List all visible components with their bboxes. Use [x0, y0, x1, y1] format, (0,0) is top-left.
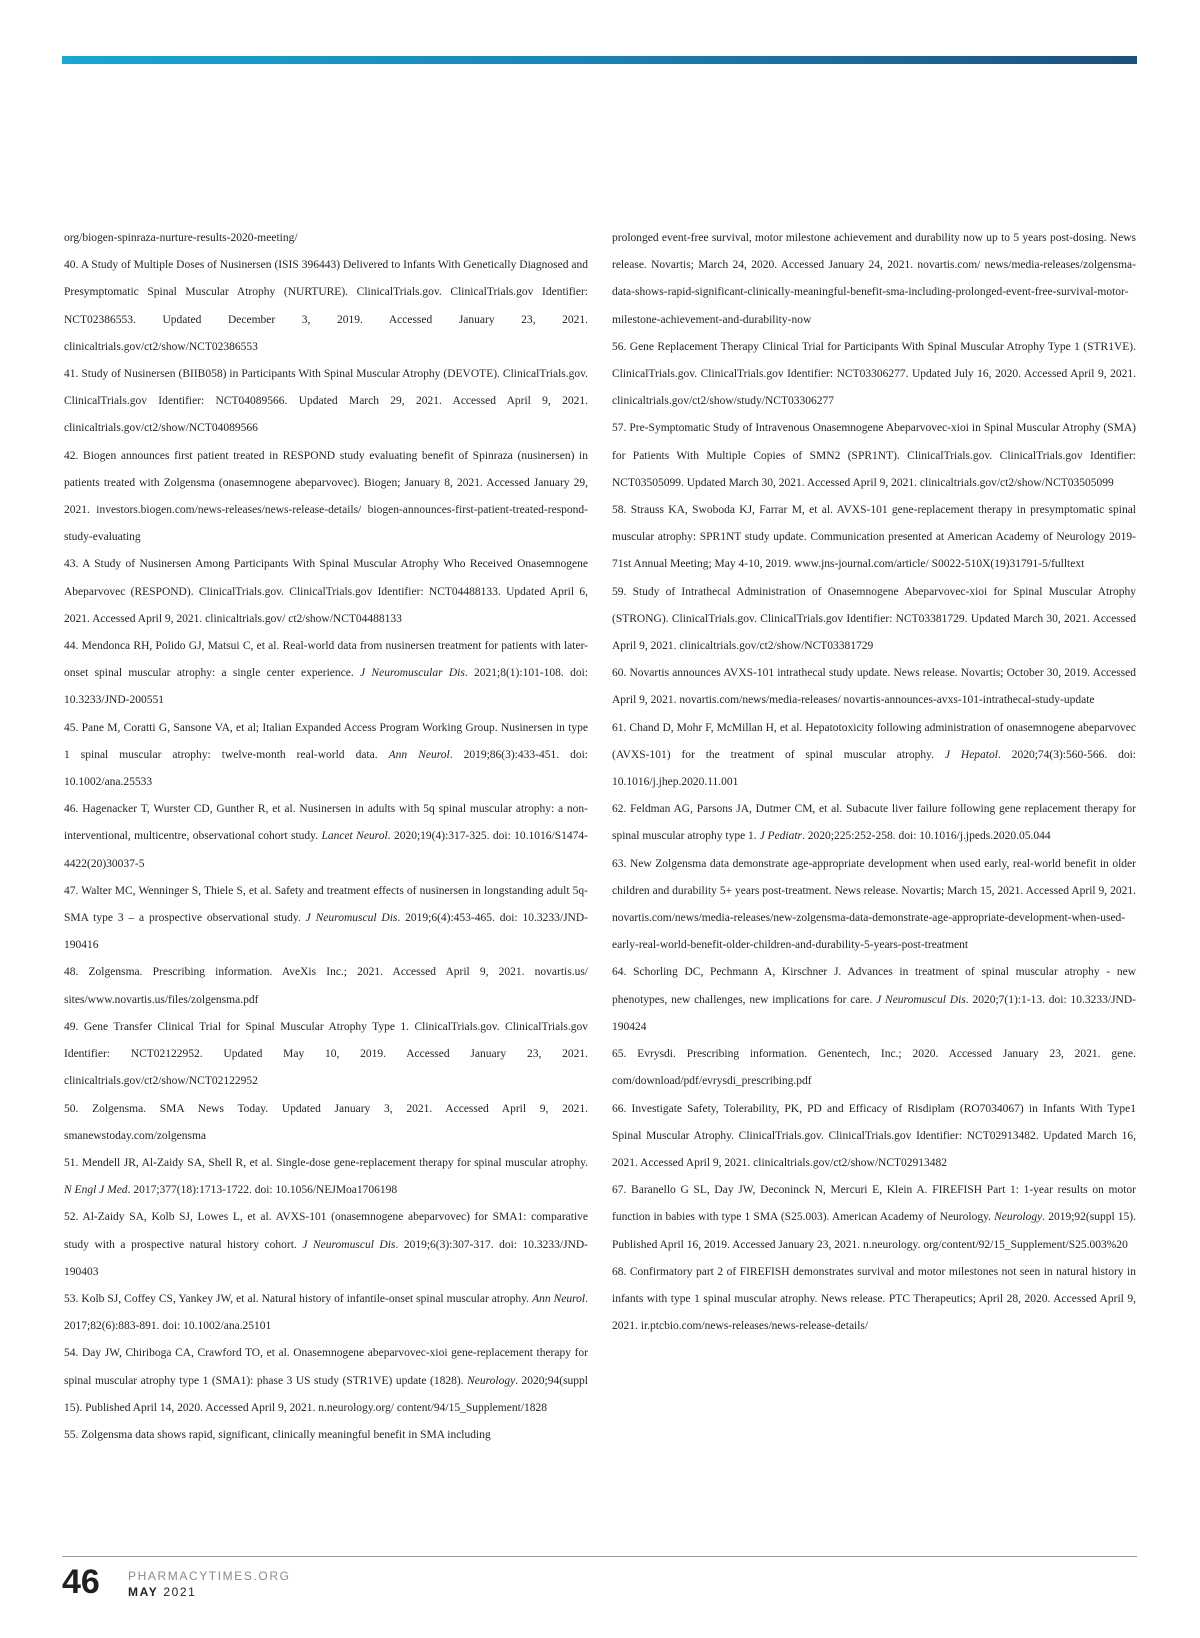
reference-citation: . 2020;74(3):560-566. doi: 10.1016/j.jhep.2020.11.001: [612, 748, 1136, 789]
reference-entry: org/biogen-spinraza-nurture-results-2020-meeting/: [64, 232, 298, 244]
reference-entry: 41. Study of Nusinersen (BIIB058) in Participants With Spinal Muscular Atrophy (DEVOTE). ClinicalTrials.gov. ClinicalTrials.gov Identifier: NCT04089566. Updated March 29, 2021. Accessed April 9, 2021. clinicaltrials.gov/ct2/show/NCT04089566: [64, 368, 588, 435]
reference-citation: . 2019;6(4):453-465. doi: 10.3233/JND-190416: [64, 912, 588, 952]
reference-entry: 68. Confirmatory part 2 of FIREFISH demonstrates survival and motor milestones not seen in natural history in infants with type 1 spinal muscular atrophy. News release. PTC Therapeutics; April 28, 2020. Accessed April 9, 2021. ir.ptcbio.com/news-releases/news-release-details/: [612, 1265, 1136, 1333]
reference-text: 53. Kolb SJ, Coffey CS, Yankey JW, et al. Natural history of infantile-onset spinal muscular atrophy.: [64, 1292, 533, 1305]
reference-entry: 58. Strauss KA, Swoboda KJ, Farrar M, et al. AVXS-101 gene-replacement therapy in presymptomatic spinal muscular atrophy: SPR1NT study update. Communication presented at American Academy of Neurology 2019-71st Annual Meeting; May 4-10, 2019. www.jns-journal.com/article/ S0022-510X(19)31791-5/fulltext: [612, 504, 1136, 571]
reference-entry: [612, 1177, 1136, 1259]
reference-entry: 43. A Study of Nusinersen Among Participants With Spinal Muscular Atrophy Who Received Onasemnogene Abeparvovec (RESPOND). ClinicalTrials.gov. ClinicalTrials.gov Identifier: NCT04488133. Updated April 6, 2021. Accessed April 9, 2021. clinicaltrials.gov/ ct2/show/NCT04488133: [64, 558, 588, 625]
reference-entry: 59. Study of Intrathecal Administration of Onasemnogene Abeparvovec-xioi for Spinal Muscular Atrophy (STRONG). ClinicalTrials.gov. ClinicalTrials.gov Identifier: NCT03381729. Updated March 30, 2021. Accessed April 9, 2021. clinicaltrials.gov/ct2/show/NCT03381729: [612, 585, 1136, 653]
journal-title: J Hepatol: [944, 748, 998, 761]
reference-text: 62. Feldman AG, Parsons JA, Dutmer CM, et al. Subacute liver failure following gene replacement therapy for spinal muscular atrophy type 1.: [612, 803, 1136, 843]
reference-text: 67. Baranello G SL, Day JW, Deconinck N, Mercuri E, Klein A. FIREFISH Part 1: 1-year results on motor function in babies with type 1 SMA (S25.003). American Academy of Neurology.: [612, 1184, 1136, 1224]
reference-entry: [64, 1204, 588, 1286]
journal-title: J Neuromuscul Dis: [305, 912, 398, 925]
reference-citation: . 2017;377(18):1713-1722. doi: 10.1056/NEJMoa1706198: [127, 1184, 398, 1197]
reference-entry: [612, 715, 1136, 797]
reference-citation: . 2019;86(3):433-451. doi: 10.1002/ana.25533: [64, 748, 588, 789]
journal-title: Neurology: [994, 1211, 1043, 1224]
reference-entry: [64, 878, 588, 960]
reference-entry: [612, 796, 1136, 850]
reference-text: 52. Al-Zaidy SA, Kolb SJ, Lowes L, et al. AVXS-101 (onasemnogene abeparvovec) for SMA1: comparative study with a prospective natural history cohort.: [64, 1211, 588, 1251]
reference-entry: 65. Evrysdi. Prescribing information. Genentech, Inc.; 2020. Accessed January 23, 2021. gene. com/download/pdf/evrysdi_prescribing.pdf: [612, 1048, 1136, 1088]
reference-entry: 56. Gene Replacement Therapy Clinical Trial for Participants With Spinal Muscular Atrophy Type 1 (STR1VE). ClinicalTrials.gov. ClinicalTrials.gov Identifier: NCT03306277. Updated July 16, 2020. Accessed April 9, 2021. clinicaltrials.gov/ct2/show/study/NCT03306277: [612, 340, 1136, 408]
header-accent-bar: [62, 56, 1137, 64]
reference-citation: . 2020;7(1):1-13. doi: 10.3233/JND-190424: [612, 993, 1136, 1033]
reference-entry: 60. Novartis announces AVXS-101 intrathecal study update. News release. Novartis; October 30, 2019. Accessed April 9, 2021. novartis.com/news/media-releases/ novartis-announces-avxs-101-intrathecal-study-update: [612, 667, 1136, 707]
reference-citation: . 2020;225:252-258. doi: 10.1016/j.jpeds.2020.05.044: [802, 830, 1051, 843]
journal-title: Neurology: [467, 1374, 516, 1387]
reference-text: 45. Pane M, Coratti G, Sansone VA, et al; Italian Expanded Access Program Working Group. Nusinersen in type 1 spinal muscular atrophy: twelve-month real-world data.: [64, 721, 588, 761]
reference-entry: [64, 796, 588, 878]
journal-title: J Neuromuscular Dis: [360, 667, 465, 680]
publication-month: MAY: [128, 1585, 159, 1599]
reference-entry: [64, 1340, 588, 1422]
reference-entry: [64, 1150, 588, 1204]
journal-title: Ann Neurol: [388, 748, 450, 761]
journal-title: J Neuromuscul Dis: [876, 993, 966, 1006]
footer-divider: [62, 1556, 1137, 1557]
reference-entry: 48. Zolgensma. Prescribing information. AveXis Inc.; 2021. Accessed April 9, 2021. novartis.us/ sites/www.novartis.us/files/zolgensma.pdf: [64, 966, 588, 1006]
reference-entry: 66. Investigate Safety, Tolerability, PK, PD and Efficacy of Risdiplam (RO7034067) in Infants With Type1 Spinal Muscular Atrophy. ClinicalTrials.gov. ClinicalTrials.gov Identifier: NCT02913482. Updated March 16, 2021. Accessed April 9, 2021. clinicaltrials.gov/ct2/show/NCT02913482: [612, 1102, 1136, 1169]
reference-entry: [612, 959, 1136, 1041]
reference-entry: [64, 715, 588, 797]
journal-title: J Neuromuscul Dis: [302, 1238, 396, 1251]
reference-entry: prolonged event-free survival, motor milestone achievement and durability now up to 5 years post-dosing. News release. Novartis; March 24, 2020. Accessed January 24, 2021. novartis.com/ news/media-releases/zolgensma-data-shows-rapid-significant-clinically-meaningful-benefit-sma-including-prolonged-event-free-survival-motor-milestone-achievement-and-durability-now: [612, 232, 1136, 326]
reference-text: 46. Hagenacker T, Wurster CD, Gunther R, et al. Nusinersen in adults with 5q spinal muscular atrophy: a non-interventional, multicentre, observational cohort study.: [64, 803, 588, 843]
page-number: 46: [62, 1563, 100, 1601]
journal-title: N Engl J Med: [64, 1184, 128, 1197]
journal-title: J Pediatr: [759, 830, 803, 843]
reference-text: 47. Walter MC, Wenninger S, Thiele S, et al. Safety and treatment effects of nusinersen in longstanding adult 5q-SMA type 3 – a prospective observational study.: [64, 884, 588, 925]
reference-citation: . 2017;82(6):883-891. doi: 10.1002/ana.25101: [64, 1292, 588, 1333]
reference-text: 54. Day JW, Chiriboga CA, Crawford TO, et al. Onasemnogene abeparvovec-xioi gene-replacement therapy for spinal muscular atrophy type 1 (SMA1): phase 3 US study (STR1VE) update (1828).: [64, 1347, 588, 1387]
reference-text: 64. Schorling DC, Pechmann A, Kirschner J. Advances in treatment of spinal muscular atrophy - new phenotypes, new challenges, new implications for care.: [612, 966, 1136, 1006]
reference-text: 51. Mendell JR, Al-Zaidy SA, Shell R, et al. Single-dose gene-replacement therapy for spinal muscular atrophy.: [64, 1156, 588, 1169]
publication-year: 2021: [163, 1585, 197, 1599]
reference-citation: . 2019;92(suppl 15). Published April 16, 2019. Accessed January 23, 2021. n.neurology. org/content/92/15_Supplement/S25.003%20: [612, 1211, 1137, 1251]
reference-entry: 50. Zolgensma. SMA News Today. Updated January 3, 2021. Accessed April 9, 2021. smanewstoday.com/zolgensma: [64, 1102, 588, 1142]
reference-entry: 57. Pre-Symptomatic Study of Intravenous Onasemnogene Abeparvovec-xioi in Spinal Muscular Atrophy (SMA) for Patients With Multiple Copies of SMN2 (SPR1NT). ClinicalTrials.gov. ClinicalTrials.gov Identifier: NCT03505099. Updated March 30, 2021. Accessed April 9, 2021. clinicaltrials.gov/ct2/show/NCT03505099: [612, 422, 1136, 489]
reference-entry: 63. New Zolgensma data demonstrate age-appropriate development when used early, real-world benefit in older children and durability 5+ years post-treatment. News release. Novartis; March 15, 2021. Accessed April 9, 2021. novartis.com/news/media-releases/new-zolgensma-data-demonstrate-age-appropriate-development-when-used-early-real-world-benefit-older-children-and-durability-5-years-post-treatment: [612, 857, 1136, 952]
journal-title: Lancet Neurol: [321, 830, 388, 843]
references-left-column: [64, 225, 588, 1449]
reference-text: 61. Chand D, Mohr F, McMillan H, et al. Hepatotoxicity following administration of onasemnogene abeparvovec (AVXS-101) for the treatment of spinal muscular atrophy.: [612, 721, 1136, 761]
reference-entry: [64, 1286, 588, 1340]
reference-entry: 49. Gene Transfer Clinical Trial for Spinal Muscular Atrophy Type 1. ClinicalTrials.gov. ClinicalTrials.gov Identifier: NCT02122952. Updated May 10, 2019. Accessed January 23, 2021. clinicaltrials.gov/ct2/show/NCT02122952: [64, 1020, 588, 1088]
reference-citation: . 2019;6(3):307-317. doi: 10.3233/JND-190403: [64, 1238, 589, 1278]
publication-site: PHARMACYTIMES.ORG: [128, 1569, 291, 1583]
references-right-column: [612, 225, 1136, 1340]
journal-title: Ann Neurol: [532, 1292, 586, 1305]
reference-entry: 42. Biogen announces first patient treated in RESPOND study evaluating benefit of Spinraza (nusinersen) in patients treated with Zolgensma (onasemnogene abeparvovec). Biogen; January 8, 2021. Accessed January 29, 2021. investors.biogen.com/news-releases/news-release-details/ biogen-announces-first-patient-treated-respond-study-evaluating: [64, 449, 588, 544]
reference-entry: [64, 633, 588, 715]
reference-citation: . 2020;94(suppl 15). Published April 14, 2020. Accessed April 9, 2021. n.neurology.org/ content/94/15_Supplement/1828: [64, 1374, 589, 1414]
reference-citation: . 2021;8(1):101-108. doi: 10.3233/JND-200551: [64, 667, 588, 707]
reference-text: 44. Mendonca RH, Polido GJ, Matsui C, et al. Real-world data from nusinersen treatment for patients with later-onset spinal muscular atrophy: a single center experience.: [64, 640, 588, 680]
reference-entry: 40. A Study of Multiple Doses of Nusinersen (ISIS 396443) Delivered to Infants With Genetically Diagnosed and Presymptomatic Spinal Muscular Atrophy (NURTURE). ClinicalTrials.gov. ClinicalTrials.gov Identifier: NCT02386553. Updated December 3, 2019. Accessed January 23, 2021. clinicaltrials.gov/ct2/show/NCT02386553: [64, 259, 588, 353]
publication-date: [128, 1585, 196, 1599]
reference-citation: . 2020;19(4):317-325. doi: 10.1016/S1474-4422(20)30037-5: [64, 830, 588, 870]
reference-entry: 55. Zolgensma data shows rapid, significant, clinically meaningful benefit in SMA including: [64, 1428, 491, 1441]
